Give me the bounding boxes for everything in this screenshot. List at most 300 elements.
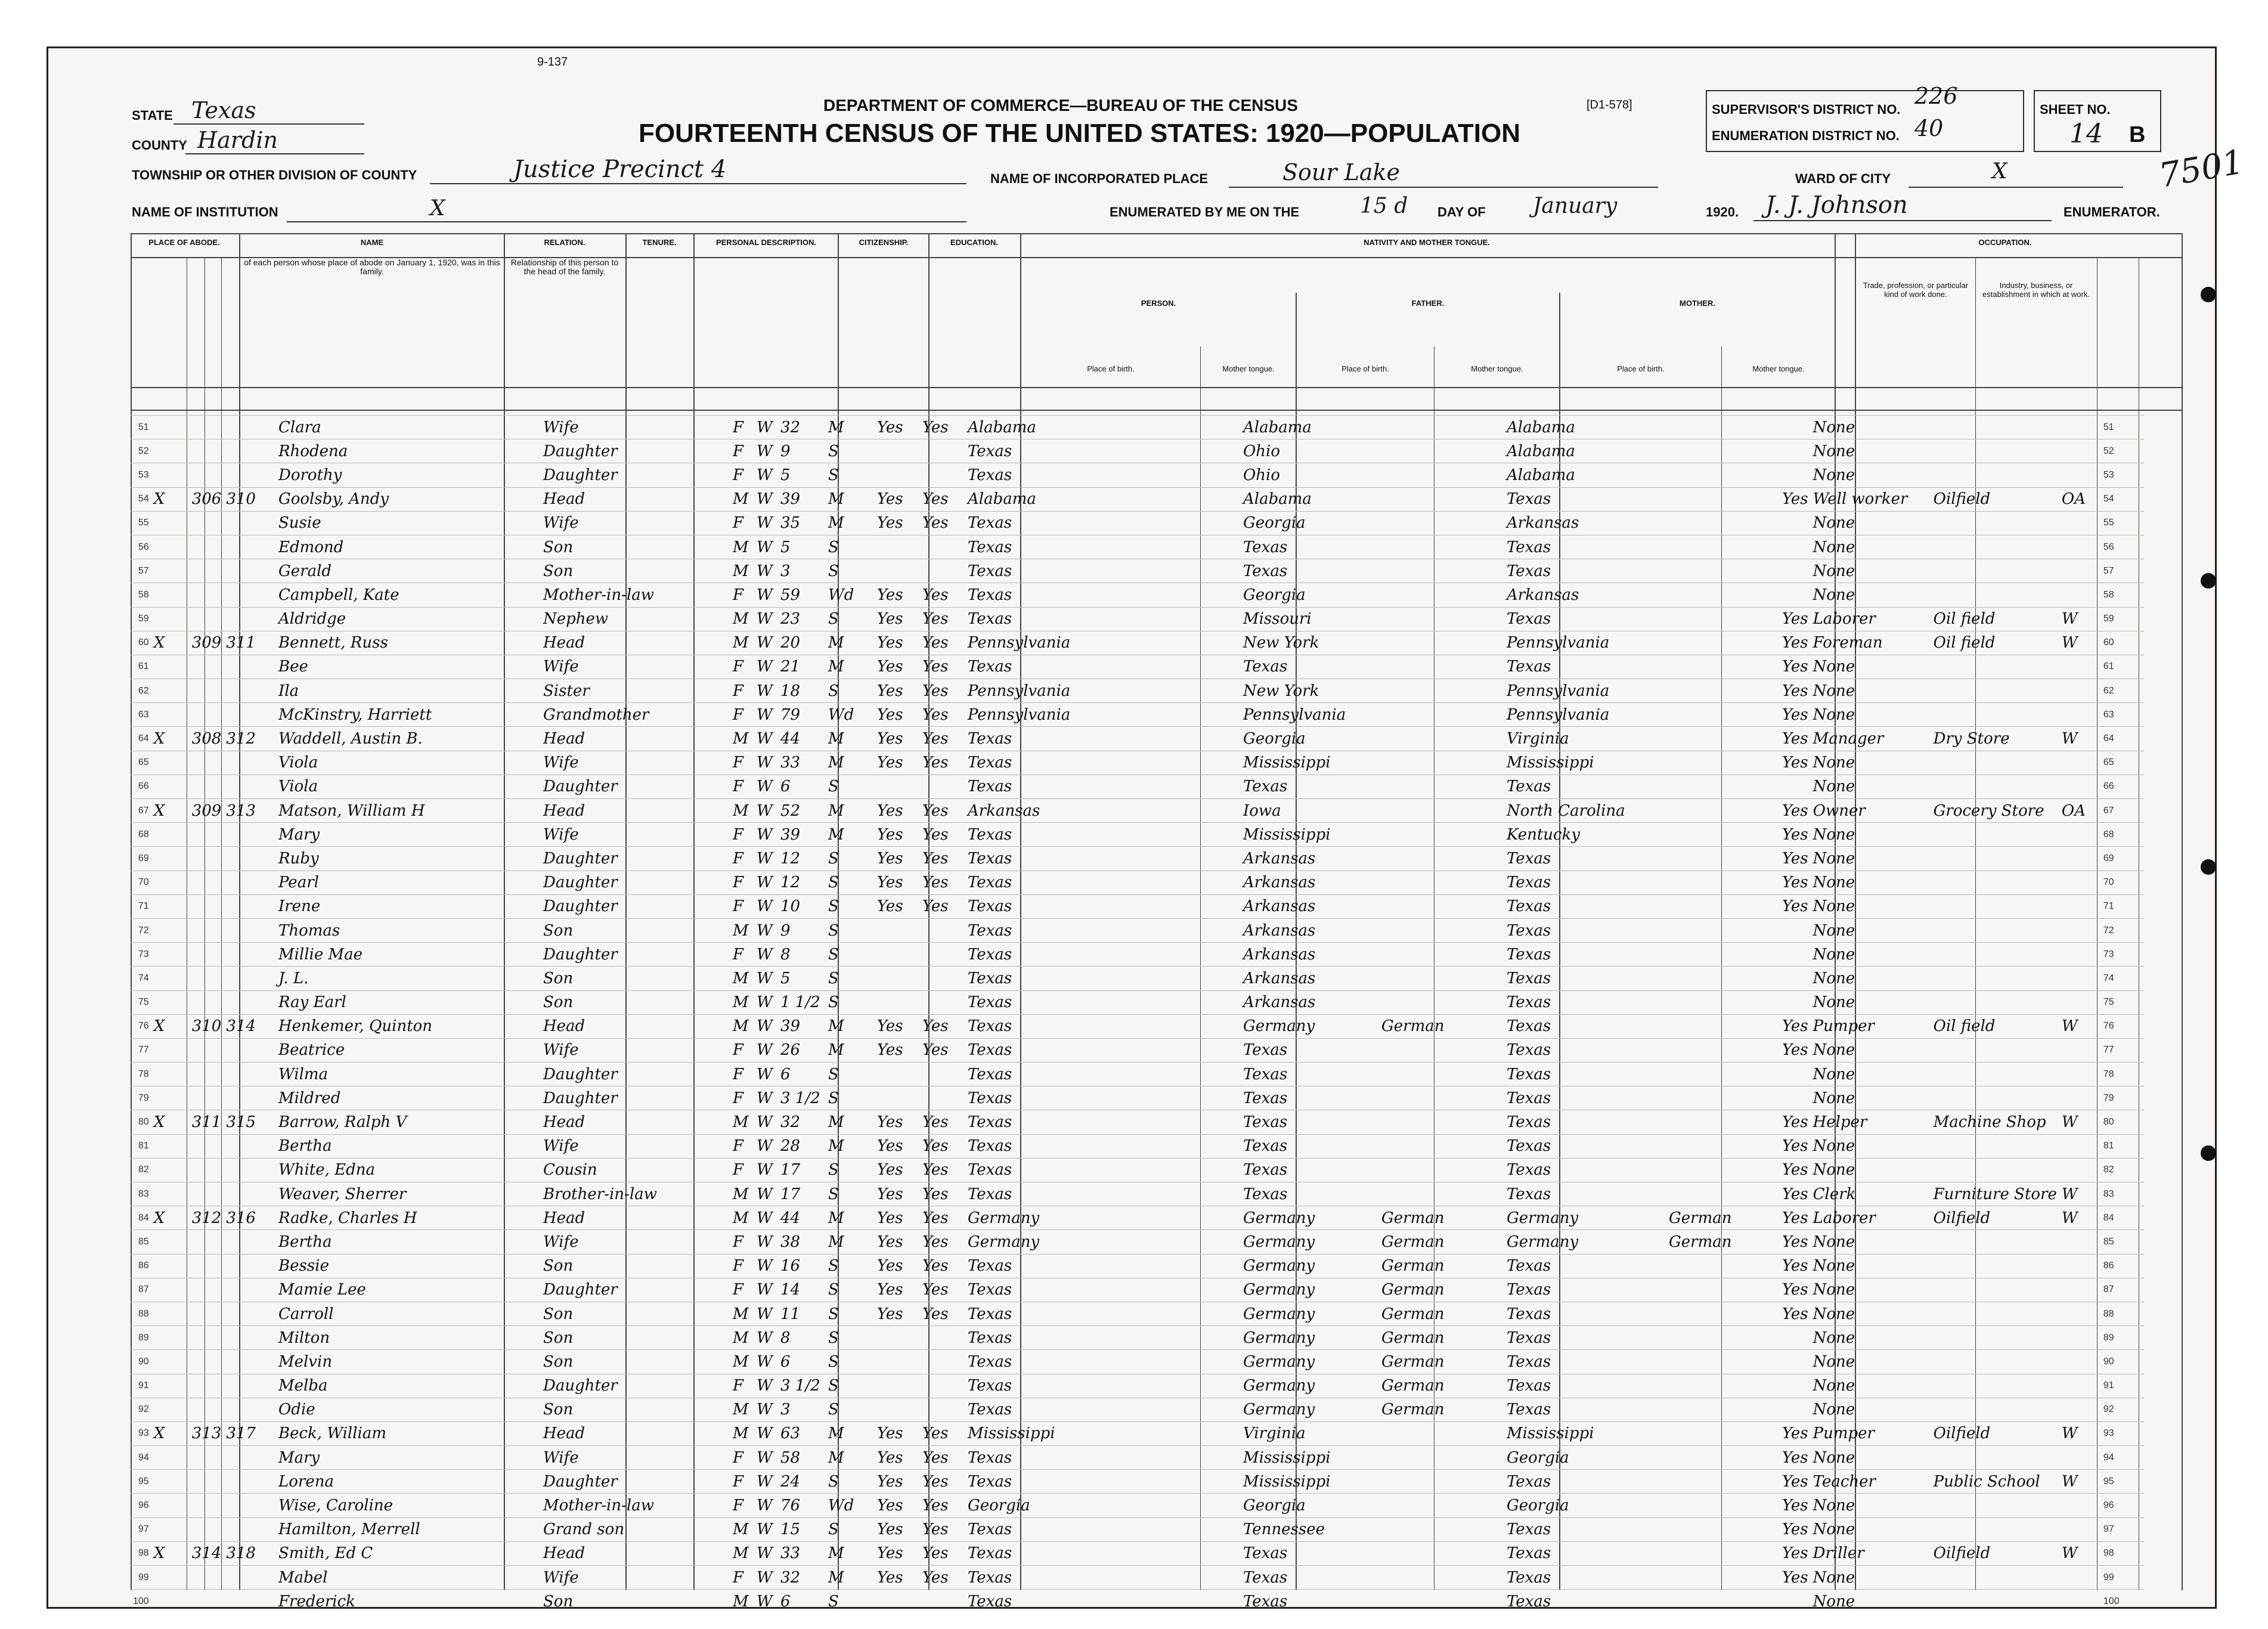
line-number: 71 bbox=[2101, 894, 2144, 918]
dwelling-cell bbox=[190, 967, 224, 990]
age-cell: 39 bbox=[778, 1014, 826, 1038]
family-cell: 314 bbox=[224, 1014, 258, 1038]
birth-cell: Texas bbox=[965, 463, 1145, 487]
english-cell: Yes bbox=[1780, 655, 1811, 679]
mother-tongue-cell bbox=[1666, 1110, 1780, 1134]
name-cell: Goolsby, Andy bbox=[276, 487, 541, 511]
english-cell: Yes bbox=[1780, 487, 1811, 511]
line-number: 92 bbox=[2101, 1398, 2144, 1421]
father-birth-head: Place of birth. bbox=[1341, 364, 1389, 373]
mother-tongue-cell bbox=[1666, 679, 1780, 703]
read-cell: Yes bbox=[875, 1494, 920, 1517]
group-father: FATHER. bbox=[1411, 299, 1445, 308]
table-row bbox=[131, 1038, 2144, 1062]
industry-cell: Oilfield bbox=[1931, 487, 2059, 511]
empty-cell bbox=[662, 775, 730, 798]
father-birth-cell: Germany bbox=[1241, 1398, 1379, 1421]
sex-cell: F bbox=[730, 1063, 754, 1086]
sex-cell: M bbox=[730, 1326, 754, 1350]
race-cell: W bbox=[754, 871, 778, 894]
father-tongue-cell bbox=[1379, 1541, 1504, 1565]
dwelling-cell bbox=[190, 775, 224, 798]
dwelling-cell: 310 bbox=[190, 1014, 224, 1038]
read-cell: Yes bbox=[875, 416, 920, 439]
father-tongue-cell bbox=[1379, 1110, 1504, 1134]
table-row bbox=[131, 775, 2144, 798]
father-birth-cell: Texas bbox=[1241, 559, 1379, 583]
empty-cell bbox=[1145, 967, 1241, 990]
birth-cell: Georgia bbox=[965, 1494, 1145, 1517]
mother-tongue-cell bbox=[1666, 1421, 1780, 1445]
relation-cell: Daughter bbox=[541, 1470, 662, 1494]
trade-cell: None bbox=[1811, 1086, 1931, 1110]
mother-tongue-cell bbox=[1666, 655, 1780, 679]
incorporated-label: NAME OF INCORPORATED PLACE bbox=[990, 171, 1209, 186]
empty-cell bbox=[258, 799, 276, 823]
dwelling-cell bbox=[190, 439, 224, 463]
line-number: 89 bbox=[131, 1326, 151, 1350]
read-cell bbox=[875, 1086, 920, 1110]
street-cell bbox=[151, 1494, 190, 1517]
class-cell: W bbox=[2059, 607, 2101, 631]
line-number: 90 bbox=[131, 1350, 151, 1374]
empty-cell bbox=[662, 1110, 730, 1134]
line-number: 83 bbox=[2101, 1182, 2144, 1206]
table-row bbox=[131, 918, 2144, 942]
line-number: 87 bbox=[2101, 1278, 2144, 1302]
mother-tongue-cell bbox=[1666, 1517, 1780, 1541]
write-cell: Yes bbox=[920, 1494, 965, 1517]
relation-cell: Wife bbox=[541, 751, 662, 775]
dwelling-cell bbox=[190, 751, 224, 775]
birth-cell: Alabama bbox=[965, 416, 1145, 439]
empty-cell bbox=[1145, 511, 1241, 535]
dwelling-cell bbox=[190, 1230, 224, 1254]
race-cell: W bbox=[754, 1326, 778, 1350]
street-cell bbox=[151, 1182, 190, 1206]
table-row bbox=[131, 1470, 2144, 1494]
read-cell bbox=[875, 535, 920, 559]
line-number: 99 bbox=[2101, 1566, 2144, 1590]
table-row bbox=[131, 1566, 2144, 1590]
mother-tongue-cell bbox=[1666, 918, 1780, 942]
trade-cell: None bbox=[1811, 1350, 1931, 1374]
empty-cell bbox=[258, 583, 276, 607]
empty-cell bbox=[258, 894, 276, 918]
read-cell: Yes bbox=[875, 727, 920, 751]
relation-cell: Head bbox=[541, 1421, 662, 1445]
dwelling-cell: 309 bbox=[190, 631, 224, 655]
birth-cell: Texas bbox=[965, 559, 1145, 583]
marital-cell: M bbox=[826, 1206, 875, 1230]
line-number: 56 bbox=[2101, 535, 2144, 559]
race-cell: W bbox=[754, 511, 778, 535]
age-cell: 63 bbox=[778, 1421, 826, 1445]
father-birth-cell: Germany bbox=[1241, 1206, 1379, 1230]
trade-cell: None bbox=[1811, 847, 1931, 871]
line-number: 62 bbox=[2101, 679, 2144, 703]
empty-cell bbox=[1145, 655, 1241, 679]
empty-cell bbox=[662, 1590, 730, 1613]
empty-cell bbox=[1145, 1446, 1241, 1470]
mother-tongue-cell bbox=[1666, 1590, 1780, 1613]
empty-cell bbox=[258, 559, 276, 583]
age-cell: 44 bbox=[778, 727, 826, 751]
empty-cell bbox=[258, 1158, 276, 1182]
father-birth-cell: Germany bbox=[1241, 1230, 1379, 1254]
english-cell bbox=[1780, 918, 1811, 942]
industry-cell bbox=[1931, 1374, 2059, 1398]
trade-cell: None bbox=[1811, 871, 1931, 894]
read-cell bbox=[875, 1374, 920, 1398]
english-cell: Yes bbox=[1780, 607, 1811, 631]
trade-cell: None bbox=[1811, 1398, 1931, 1421]
sex-cell: M bbox=[730, 799, 754, 823]
industry-cell bbox=[1931, 1063, 2059, 1086]
industry-cell bbox=[1931, 1134, 2059, 1158]
mother-birth-cell: Texas bbox=[1504, 655, 1666, 679]
institution-value: X bbox=[430, 196, 445, 221]
class-cell bbox=[2059, 1254, 2101, 1278]
age-cell: 23 bbox=[778, 607, 826, 631]
line-number: 85 bbox=[2101, 1230, 2144, 1254]
table-row bbox=[131, 894, 2144, 918]
class-cell bbox=[2059, 1230, 2101, 1254]
mother-birth-cell: Texas bbox=[1504, 1014, 1666, 1038]
name-cell: McKinstry, Harriett bbox=[276, 703, 541, 727]
english-cell bbox=[1780, 463, 1811, 487]
empty-cell bbox=[1145, 1326, 1241, 1350]
race-cell: W bbox=[754, 1421, 778, 1445]
marital-cell: Wd bbox=[826, 583, 875, 607]
mother-tongue-cell bbox=[1666, 1302, 1780, 1326]
industry-cell bbox=[1931, 823, 2059, 847]
name-cell: Barrow, Ralph V bbox=[276, 1110, 541, 1134]
father-birth-cell: Arkansas bbox=[1241, 918, 1379, 942]
dwelling-cell bbox=[190, 607, 224, 631]
trade-cell: Foreman bbox=[1811, 631, 1931, 655]
age-cell: 15 bbox=[778, 1517, 826, 1541]
write-cell: Yes bbox=[920, 1182, 965, 1206]
empty-cell bbox=[258, 1470, 276, 1494]
empty-cell bbox=[662, 1494, 730, 1517]
industry-cell bbox=[1931, 1230, 2059, 1254]
mother-tongue-cell bbox=[1666, 1086, 1780, 1110]
empty-cell bbox=[1145, 679, 1241, 703]
line-number: 88 bbox=[131, 1302, 151, 1326]
family-cell bbox=[224, 1134, 258, 1158]
birth-cell: Texas bbox=[965, 1063, 1145, 1086]
empty-cell bbox=[662, 583, 730, 607]
dwelling-cell bbox=[190, 511, 224, 535]
street-cell bbox=[151, 583, 190, 607]
father-birth-cell: Georgia bbox=[1241, 583, 1379, 607]
marital-cell: S bbox=[826, 1470, 875, 1494]
trade-cell: None bbox=[1811, 1326, 1931, 1350]
relation-cell: Son bbox=[541, 1302, 662, 1326]
family-cell bbox=[224, 1446, 258, 1470]
empty-cell bbox=[258, 1063, 276, 1086]
birth-cell: Texas bbox=[965, 990, 1145, 1014]
mother-tongue-cell bbox=[1666, 943, 1780, 967]
father-tongue-cell bbox=[1379, 1590, 1504, 1613]
mother-birth-cell: Texas bbox=[1504, 1038, 1666, 1062]
dwelling-cell bbox=[190, 918, 224, 942]
empty-cell bbox=[662, 1350, 730, 1374]
name-cell: Mary bbox=[276, 823, 541, 847]
family-cell bbox=[224, 1470, 258, 1494]
race-cell: W bbox=[754, 607, 778, 631]
marital-cell: S bbox=[826, 535, 875, 559]
empty-cell bbox=[258, 847, 276, 871]
mother-birth-cell: Arkansas bbox=[1504, 511, 1666, 535]
name-cell: Waddell, Austin B. bbox=[276, 727, 541, 751]
class-cell bbox=[2059, 1446, 2101, 1470]
class-cell bbox=[2059, 918, 2101, 942]
empty-cell bbox=[258, 1326, 276, 1350]
dwelling-cell bbox=[190, 1038, 224, 1062]
age-cell: 12 bbox=[778, 871, 826, 894]
father-birth-cell: Mississippi bbox=[1241, 823, 1379, 847]
group-personal: PERSONAL DESCRIPTION. bbox=[715, 238, 817, 247]
street-cell bbox=[151, 703, 190, 727]
marital-cell: M bbox=[826, 511, 875, 535]
empty-cell bbox=[258, 1278, 276, 1302]
write-cell: Yes bbox=[920, 823, 965, 847]
state-label: STATE bbox=[132, 108, 173, 123]
empty-cell bbox=[662, 847, 730, 871]
trade-cell: None bbox=[1811, 703, 1931, 727]
mother-birth-cell: Pennsylvania bbox=[1504, 679, 1666, 703]
relation-cell: Daughter bbox=[541, 847, 662, 871]
family-cell: 311 bbox=[224, 631, 258, 655]
read-cell: Yes bbox=[875, 1014, 920, 1038]
dwelling-cell bbox=[190, 655, 224, 679]
mother-birth-cell: Texas bbox=[1504, 487, 1666, 511]
family-cell: 316 bbox=[224, 1206, 258, 1230]
father-tongue-cell bbox=[1379, 847, 1504, 871]
father-birth-cell: Ohio bbox=[1241, 439, 1379, 463]
table-row bbox=[131, 1014, 2144, 1038]
dwelling-cell: 314 bbox=[190, 1541, 224, 1565]
english-cell: Yes bbox=[1780, 1566, 1811, 1590]
line-number: 85 bbox=[131, 1230, 151, 1254]
sex-cell: F bbox=[730, 439, 754, 463]
sex-cell: M bbox=[730, 1182, 754, 1206]
father-tongue-cell: German bbox=[1379, 1278, 1504, 1302]
industry-cell bbox=[1931, 1566, 2059, 1590]
empty-cell bbox=[1145, 1421, 1241, 1445]
line-number: 94 bbox=[2101, 1446, 2144, 1470]
mother-birth-cell: Kentucky bbox=[1504, 823, 1666, 847]
mother-birth-cell: Texas bbox=[1504, 1374, 1666, 1398]
mother-tongue-cell bbox=[1666, 583, 1780, 607]
class-cell bbox=[2059, 703, 2101, 727]
relation-cell: Wife bbox=[541, 1446, 662, 1470]
supervisor-value: 226 bbox=[1914, 83, 1958, 109]
dwelling-cell bbox=[190, 559, 224, 583]
industry-head: Industry, business, or establishment in which at work. bbox=[1982, 281, 2090, 299]
street-cell bbox=[151, 1446, 190, 1470]
line-number: 72 bbox=[2101, 918, 2144, 942]
age-cell: 35 bbox=[778, 511, 826, 535]
trade-head: Trade, profession, or particular kind of work done. bbox=[1863, 281, 1969, 299]
empty-cell bbox=[1145, 1350, 1241, 1374]
dwelling-cell bbox=[190, 703, 224, 727]
line-number: 75 bbox=[131, 990, 151, 1014]
name-cell: Odie bbox=[276, 1398, 541, 1421]
father-tongue-cell: German bbox=[1379, 1326, 1504, 1350]
line-number: 73 bbox=[2101, 943, 2144, 967]
read-cell bbox=[875, 1590, 920, 1613]
table-row bbox=[131, 871, 2144, 894]
trade-cell: Well worker bbox=[1811, 487, 1931, 511]
name-cell: Mildred bbox=[276, 1086, 541, 1110]
industry-cell bbox=[1931, 943, 2059, 967]
empty-cell bbox=[1145, 631, 1241, 655]
county-label: COUNTY bbox=[132, 138, 187, 153]
table-row bbox=[131, 1110, 2144, 1134]
line-number: 64 bbox=[131, 727, 151, 751]
birth-cell: Texas bbox=[965, 1446, 1145, 1470]
line-number: 55 bbox=[2101, 511, 2144, 535]
age-cell: 44 bbox=[778, 1206, 826, 1230]
english-cell: Yes bbox=[1780, 1517, 1811, 1541]
english-cell: Yes bbox=[1780, 1110, 1811, 1134]
class-cell: W bbox=[2059, 1206, 2101, 1230]
sex-cell: F bbox=[730, 871, 754, 894]
birth-cell: Alabama bbox=[965, 487, 1145, 511]
race-cell: W bbox=[754, 1566, 778, 1590]
empty-cell bbox=[258, 1134, 276, 1158]
relation-cell: Grandmother bbox=[541, 703, 662, 727]
sex-cell: F bbox=[730, 655, 754, 679]
birth-cell: Texas bbox=[965, 1302, 1145, 1326]
dwelling-cell bbox=[190, 1158, 224, 1182]
marital-cell: S bbox=[826, 894, 875, 918]
marital-cell: S bbox=[826, 775, 875, 798]
line-number: 51 bbox=[131, 416, 151, 439]
father-birth-cell: Alabama bbox=[1241, 487, 1379, 511]
empty-cell bbox=[258, 511, 276, 535]
dwelling-cell bbox=[190, 416, 224, 439]
table-row bbox=[131, 751, 2144, 775]
marital-cell: Wd bbox=[826, 703, 875, 727]
father-birth-cell: Mississippi bbox=[1241, 751, 1379, 775]
line-number: 87 bbox=[131, 1278, 151, 1302]
empty-cell bbox=[1145, 894, 1241, 918]
marital-cell: M bbox=[826, 1134, 875, 1158]
write-cell bbox=[920, 559, 965, 583]
empty-cell bbox=[258, 751, 276, 775]
marital-cell: M bbox=[826, 1421, 875, 1445]
trade-cell: None bbox=[1811, 1302, 1931, 1326]
class-cell bbox=[2059, 416, 2101, 439]
industry-cell bbox=[1931, 559, 2059, 583]
relation-cell: Son bbox=[541, 967, 662, 990]
english-cell: Yes bbox=[1780, 894, 1811, 918]
mother-birth-cell: Texas bbox=[1504, 1350, 1666, 1374]
sex-cell: M bbox=[730, 1350, 754, 1374]
family-cell bbox=[224, 511, 258, 535]
street-cell bbox=[151, 1158, 190, 1182]
relation-cell: Daughter bbox=[541, 871, 662, 894]
empty-cell bbox=[1145, 1206, 1241, 1230]
line-number: 84 bbox=[2101, 1206, 2144, 1230]
sex-cell: M bbox=[730, 607, 754, 631]
father-tongue-cell bbox=[1379, 871, 1504, 894]
sheet-value: 14 bbox=[2069, 119, 2103, 149]
empty-cell bbox=[662, 894, 730, 918]
empty-cell bbox=[1145, 847, 1241, 871]
sex-cell: M bbox=[730, 1398, 754, 1421]
family-cell bbox=[224, 1182, 258, 1206]
relation-cell: Head bbox=[541, 487, 662, 511]
marital-cell: S bbox=[826, 439, 875, 463]
family-cell bbox=[224, 918, 258, 942]
family-cell bbox=[224, 751, 258, 775]
street-cell bbox=[151, 894, 190, 918]
english-cell: Yes bbox=[1780, 1230, 1811, 1254]
trade-cell: None bbox=[1811, 1494, 1931, 1517]
empty-cell bbox=[662, 1566, 730, 1590]
mother-birth-cell: Texas bbox=[1504, 1470, 1666, 1494]
trade-cell: None bbox=[1811, 1230, 1931, 1254]
father-birth-cell: Texas bbox=[1241, 775, 1379, 798]
empty-cell bbox=[258, 463, 276, 487]
empty-cell bbox=[1145, 1038, 1241, 1062]
street-cell bbox=[151, 511, 190, 535]
street-cell bbox=[151, 463, 190, 487]
race-cell: W bbox=[754, 1590, 778, 1613]
mother-tongue-cell bbox=[1666, 535, 1780, 559]
industry-cell bbox=[1931, 703, 2059, 727]
table-row bbox=[131, 439, 2144, 463]
line-number: 70 bbox=[2101, 871, 2144, 894]
race-cell: W bbox=[754, 1014, 778, 1038]
empty-cell bbox=[662, 535, 730, 559]
marital-cell: M bbox=[826, 1038, 875, 1062]
relation-cell: Son bbox=[541, 1254, 662, 1278]
class-cell bbox=[2059, 1374, 2101, 1398]
age-cell: 11 bbox=[778, 1302, 826, 1326]
table-row bbox=[131, 1421, 2144, 1445]
trade-cell: None bbox=[1811, 1446, 1931, 1470]
father-tongue-head: Mother tongue. bbox=[1471, 364, 1523, 373]
table-row bbox=[131, 943, 2144, 967]
relation-cell: Son bbox=[541, 1326, 662, 1350]
birth-cell: Texas bbox=[965, 1326, 1145, 1350]
race-cell: W bbox=[754, 1086, 778, 1110]
father-birth-cell: Germany bbox=[1241, 1014, 1379, 1038]
table-row bbox=[131, 631, 2144, 655]
binding-hole bbox=[2201, 287, 2216, 302]
table-row bbox=[131, 1350, 2144, 1374]
read-cell bbox=[875, 967, 920, 990]
empty-cell bbox=[1145, 487, 1241, 511]
relation-cell: Brother-in-law bbox=[541, 1182, 662, 1206]
sex-cell: M bbox=[730, 1302, 754, 1326]
sex-cell: M bbox=[730, 559, 754, 583]
street-cell bbox=[151, 871, 190, 894]
family-cell bbox=[224, 823, 258, 847]
class-cell bbox=[2059, 1494, 2101, 1517]
marital-cell: M bbox=[826, 416, 875, 439]
age-cell: 52 bbox=[778, 799, 826, 823]
mother-birth-cell: Texas bbox=[1504, 1134, 1666, 1158]
street-cell bbox=[151, 1134, 190, 1158]
father-tongue-cell bbox=[1379, 535, 1504, 559]
